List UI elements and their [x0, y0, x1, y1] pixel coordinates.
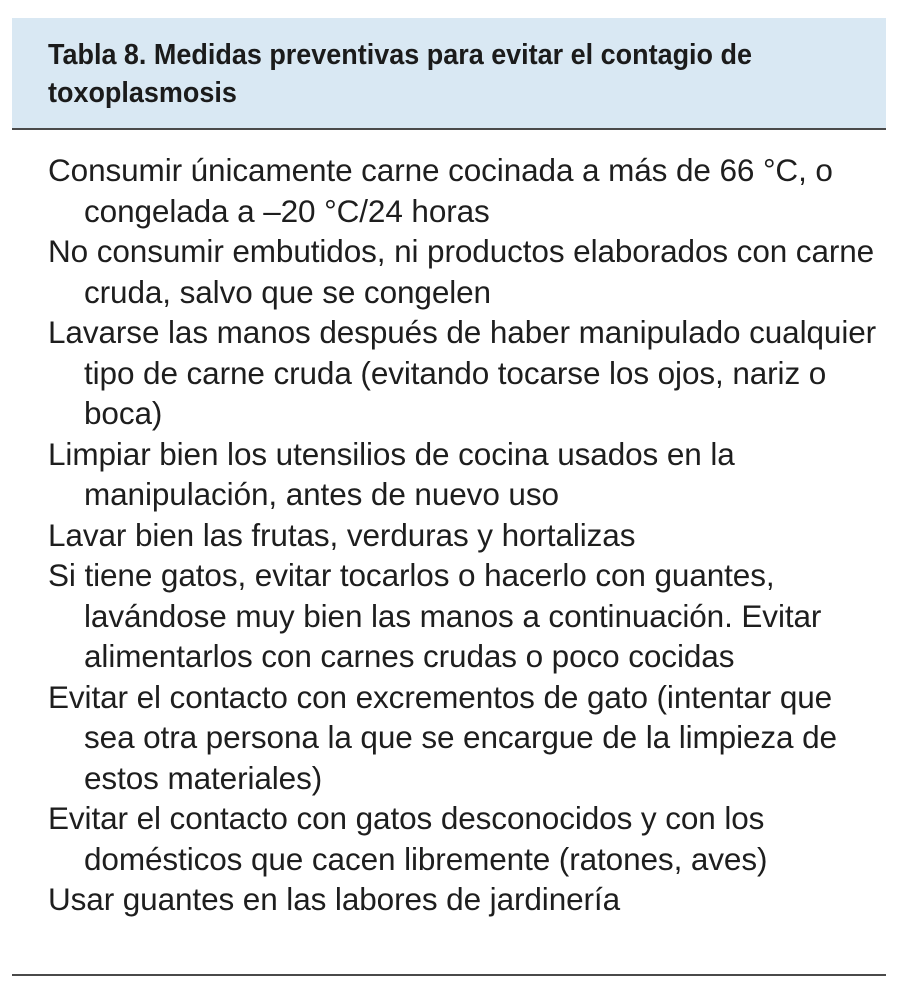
table-header: [12, 18, 886, 130]
list-item: Usar guantes en las labores de jardinería: [48, 881, 620, 917]
list-item: Si tiene gatos, evitar tocarlos o hacerlo con guantes, lavándose muy bien las manos a continuación. Evitar alimentarlos con carnes crudas o poco cocidas: [48, 557, 822, 674]
list-item: Evitar el contacto con excrementos de gato (intentar que sea otra persona la que se encargue de la limpieza de estos materiales): [48, 678, 837, 796]
list-item: Limpiar bien los utensilios de cocina usados en la manipulación, antes de nuevo uso: [48, 435, 735, 512]
list-item: Lavarse las manos después de haber manipulado cualquier tipo de carne cruda (evitando tocarse los ojos, nariz o boca): [48, 314, 877, 431]
list-item: Evitar el contacto con gatos desconocidos y con los domésticos que cacen libremente (ratones, aves): [48, 800, 768, 877]
table-title: Tabla 8. Medidas preventivas para evitar el contagio de toxoplasmosis: [48, 39, 752, 109]
measures-list: [12, 130, 886, 920]
list-item: No consumir embutidos, ni productos elaborados con carne cruda, salvo que se congelen: [48, 233, 875, 310]
preventive-measures-table: [12, 18, 886, 976]
list-item: Lavar bien las frutas, verduras y hortalizas: [48, 516, 636, 553]
list-item: Consumir únicamente carne cocinada a más de 66 °C, o congelada a –20 °C/24 horas: [48, 152, 833, 229]
